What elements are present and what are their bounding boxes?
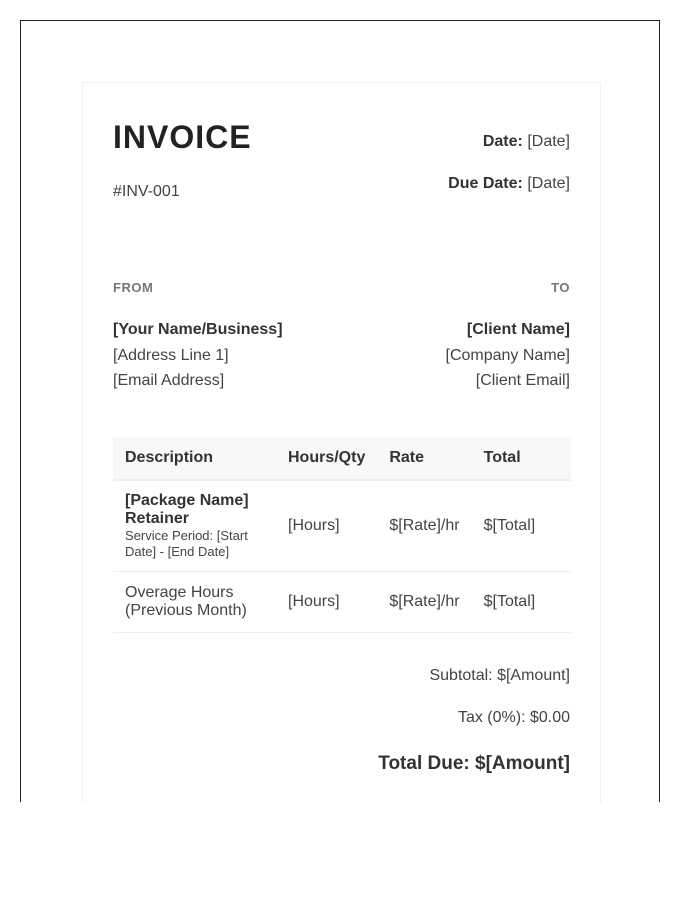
row-rate: $[Rate]/hr: [377, 572, 471, 633]
service-period: Service Period: [Start Date] - [End Date]: [125, 528, 248, 559]
date-label: Date:: [482, 133, 523, 150]
page-frame: [20, 20, 660, 802]
row-total: $[Total]: [472, 572, 571, 633]
package-name: [Package Name] Retainer: [125, 492, 249, 527]
row-total: $[Total]: [472, 480, 571, 572]
header-description: Description: [113, 437, 276, 480]
table-header-row: [113, 437, 571, 480]
header-rate: Rate: [377, 437, 471, 480]
invoice-number: #INV-001: [113, 183, 180, 200]
from-name: [Your Name/Business]: [113, 321, 283, 338]
row-description: [113, 480, 276, 572]
invoice-card: [82, 82, 601, 803]
overage-description: Overage Hours (Previous Month): [125, 584, 247, 619]
from-label: FROM: [113, 280, 154, 295]
invoice-title: INVOICE: [113, 119, 252, 155]
row-rate: $[Rate]/hr: [377, 480, 471, 572]
invoice-date: [483, 133, 570, 151]
header-total: Total: [472, 437, 571, 480]
to-company: [Company Name]: [445, 346, 570, 364]
date-value: [Date]: [527, 133, 570, 150]
table-row: [113, 572, 571, 633]
due-date-value: [Date]: [527, 175, 570, 192]
from-address: [Address Line 1]: [113, 346, 229, 364]
to-block: [446, 317, 571, 394]
table-row: [113, 480, 571, 572]
row-description: [113, 572, 276, 633]
from-block: [113, 317, 283, 394]
subtotal: Subtotal: $[Amount]: [429, 667, 570, 684]
to-email: [Client Email]: [475, 372, 570, 389]
row-hours: [Hours]: [276, 480, 377, 572]
to-label: TO: [551, 280, 570, 295]
line-items-table: [113, 437, 571, 633]
invoice-due-date: [448, 175, 570, 193]
row-hours: [Hours]: [276, 572, 377, 633]
total-due: Total Due: $[Amount]: [378, 753, 570, 774]
from-email: [Email Address]: [113, 372, 225, 389]
due-date-label: Due Date:: [448, 175, 523, 192]
header-hours: Hours/Qty: [276, 437, 377, 480]
to-name: [Client Name]: [466, 321, 570, 338]
tax-line: Tax (0%): $0.00: [457, 709, 570, 726]
